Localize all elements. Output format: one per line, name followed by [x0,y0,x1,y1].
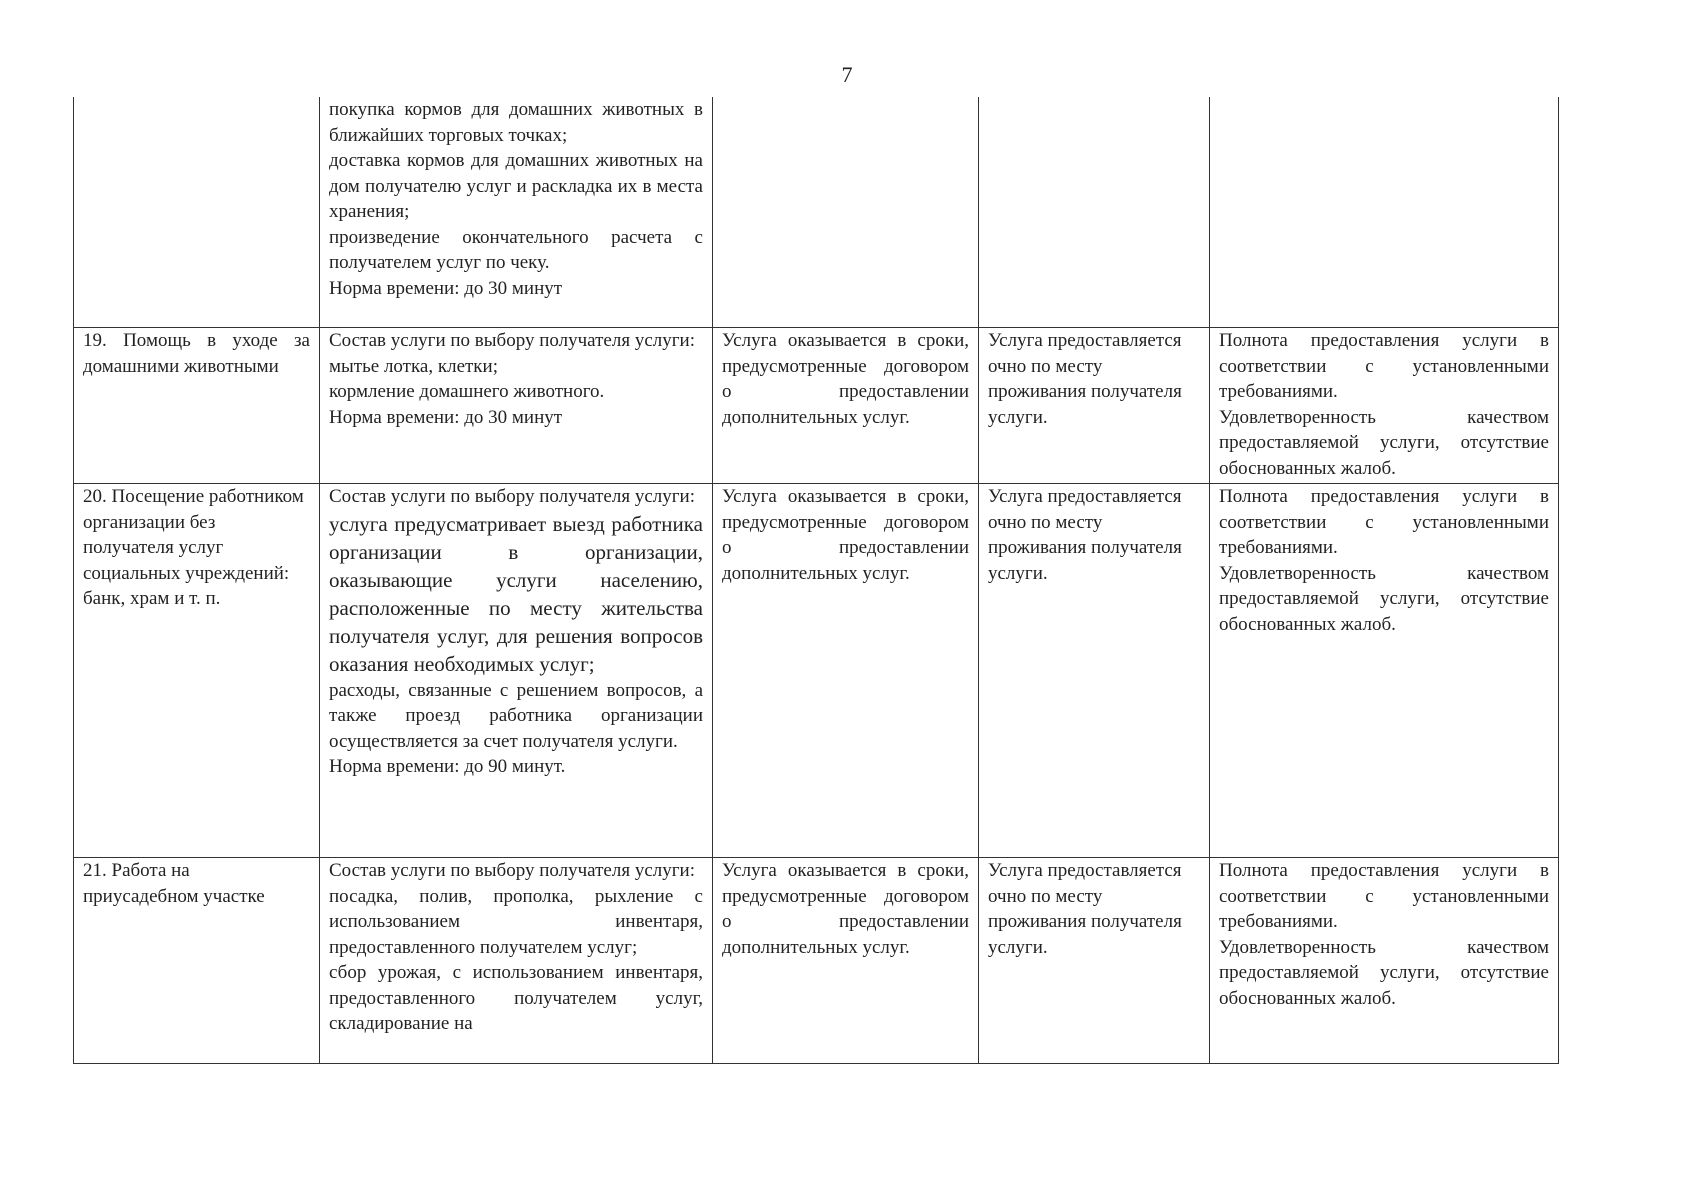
composition-line: услуга предусматривает выезд работника организации в организации, оказывающие услуги населению, расположенные по месту жительства получателя услуг, для решения вопросов оказания необходимых услуг; [329,511,703,676]
terms-text: Услуга оказывается в сроки, предусмотренные договором о предоставлении дополнительных услуг. [722,486,969,584]
table-row [74,328,1559,484]
conditions-text: Услуга предоставляется очно по месту проживания получателя услуги. [988,330,1182,428]
terms-cell [713,858,979,1064]
service-name: 20. Посещение работником организации без получателя услуг социальных учреждений: банк, храм и т. п. [83,486,304,609]
terms-cell [713,328,979,484]
composition-line: Норма времени: до 30 минут [329,406,563,428]
composition-line: расходы, связанные с решением вопросов, а также проезд работника организации осуществляется за счет получателя услуги. [329,679,703,752]
page-number: 7 [841,62,853,87]
table-row [74,484,1559,858]
service-name: 21. Работа на приусадебном участке [83,860,265,907]
table-row-continuation [74,97,1559,328]
composition-cell [320,484,713,858]
composition-line: Норма времени: до 90 минут. [329,756,566,777]
composition-line: сбор урожая, с использованием инвентаря, предоставленного получателем услуг, складирование на [329,962,703,1034]
composition-line: мытье лотка, клетки; [329,355,498,377]
composition-line: покупка кормов для домашних животных в ближайших торговых точках; [329,99,703,146]
quality-line: Удовлетворенность качеством предоставляемой услуги, отсутствие обоснованных жалоб. [1219,562,1549,635]
conditions-cell [979,858,1210,1064]
composition-cell [320,858,713,1064]
conditions-text: Услуга предоставляется очно по месту проживания получателя услуги. [988,486,1182,584]
service-cell [74,97,320,328]
composition-line: Состав услуги по выбору получателя услуги: [329,860,695,881]
service-name: 19. Помощь в уходе за домашними животными [83,330,310,377]
terms-cell [713,97,979,328]
terms-text: Услуга оказывается в сроки, предусмотренные договором о предоставлении дополнительных услуг. [722,330,969,428]
quality-cell [1210,484,1559,858]
composition-cell [320,328,713,484]
composition-line: Норма времени: до 30 минут [329,277,563,299]
terms-cell [713,484,979,858]
composition-cell [320,97,713,328]
quality-cell [1210,97,1559,328]
table-row [74,858,1559,1064]
composition-line: Состав услуги по выбору получателя услуги: [329,330,695,351]
quality-line: Полнота предоставления услуги в соответствии с установленными требованиями. [1219,860,1549,932]
conditions-cell [979,97,1210,328]
composition-line: произведение окончательного расчета с получателем услуг по чеку. [329,226,703,273]
quality-cell [1210,858,1559,1064]
quality-line: Полнота предоставления услуги в соответствии с установленными требованиями. [1219,486,1549,558]
service-cell [74,484,320,858]
quality-line: Удовлетворенность качеством предоставляемой услуги, отсутствие обоснованных жалоб. [1219,936,1549,1009]
composition-line: доставка кормов для домашних животных на дом получателю услуг и раскладка их в места хранения; [329,150,703,222]
composition-line: кормление домашнего животного. [329,381,605,402]
service-cell [74,328,320,484]
composition-line: Состав услуги по выбору получателя услуги: [329,486,695,507]
services-table [73,97,1559,1064]
quality-cell [1210,328,1559,484]
quality-line: Полнота предоставления услуги в соответствии с установленными требованиями. [1219,330,1549,402]
service-cell [74,858,320,1064]
composition-line: посадка, полив, прополка, рыхление с использованием инвентаря, предоставленного получателем услуг; [329,885,703,958]
conditions-text: Услуга предоставляется очно по месту проживания получателя услуги. [988,860,1182,958]
quality-line: Удовлетворенность качеством предоставляемой услуги, отсутствие обоснованных жалоб. [1219,406,1549,479]
terms-text: Услуга оказывается в сроки, предусмотренные договором о предоставлении дополнительных услуг. [722,860,969,958]
conditions-cell [979,328,1210,484]
conditions-cell [979,484,1210,858]
